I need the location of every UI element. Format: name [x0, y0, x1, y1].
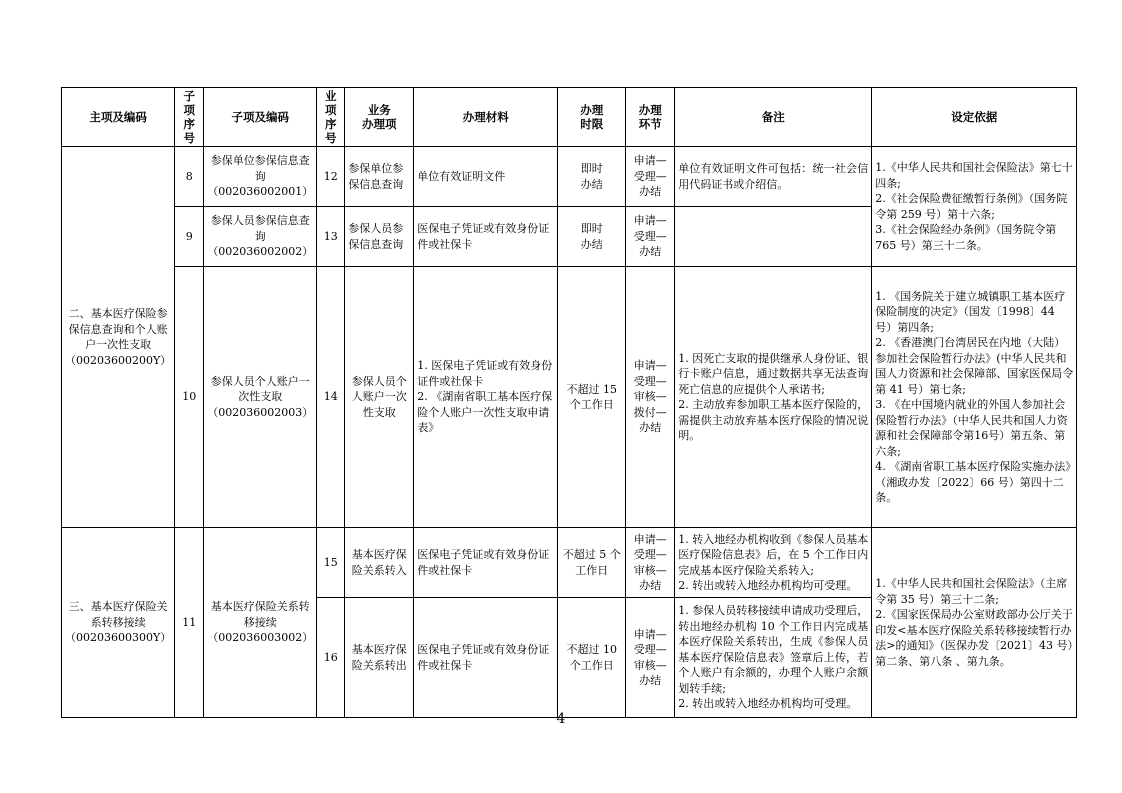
- page-number: 4: [556, 711, 566, 727]
- header-sub-no: 子项 序号: [175, 88, 204, 147]
- notes-cell: 1. 参保人员转移接续申请成功受理后，转出地经办机构 10 个工作日内完成基本医疗保险关系转出，生成《参保人员基本医疗保险信息表》签章后上传，若个人账户有余额的，办理个人账户余额划转手续; 2. 转出或转入地经办机构均可受理。: [675, 598, 872, 718]
- stages-cell: 申请— 受理— 审核— 拨付— 办结: [626, 267, 675, 528]
- time-limit-cell: 即时 办结: [558, 207, 626, 267]
- header-materials: 办理材料: [414, 88, 558, 147]
- header-row: [62, 88, 1077, 147]
- biz-no-cell: 12: [317, 147, 345, 207]
- main-item-cell: 三、基本医疗保险关系转移接续 （00203600300Y）: [62, 528, 175, 718]
- sub-item-cell: 基本医疗保险关系转移接续 （002036003002）: [204, 528, 317, 718]
- biz-no-cell: 15: [317, 528, 345, 598]
- biz-item-cell: 参保人员个人账户一次性支取: [345, 267, 414, 528]
- notes-cell: [675, 207, 872, 267]
- basis-cell: 1.《中华人民共和国社会保险法》（主席令第 35 号）第三十二条; 2.《国家医保局办公室财政部办公厅关于印发<基本医疗保险关系转移接续暂行办法>的通知》（医保办发〔2021〕43 号）第二条、第八条 、第九条。: [872, 528, 1077, 718]
- header-time-limit: 办理 时限: [558, 88, 626, 147]
- stages-cell: 申请— 受理— 审核— 办结: [626, 528, 675, 598]
- notes-cell: 1. 因死亡支取的提供继承人身份证、银行卡账户信息，通过数据共享无法查询死亡信息的应提供个人承诺书; 2. 主动放弃参加职工基本医疗保险的，需提供主动放弃基本医疗保险的情况说明。: [675, 267, 872, 528]
- header-biz-no: 业项 序号: [317, 88, 345, 147]
- header-biz-item: 业务 办理项: [345, 88, 414, 147]
- main-item-cell: 二、基本医疗保险参保信息查询和个人账户一次性支取 （00203600200Y）: [62, 147, 175, 528]
- sub-item-cell: 参保单位参保信息查询 （002036002001）: [204, 147, 317, 207]
- sub-item-cell: 参保人员参保信息查询 （002036002002）: [204, 207, 317, 267]
- table-row: [62, 147, 1077, 207]
- header-notes: 备注: [675, 88, 872, 147]
- materials-cell: 医保电子凭证或有效身份证件或社保卡: [414, 598, 558, 718]
- biz-no-cell: 16: [317, 598, 345, 718]
- sub-no-cell: 8: [175, 147, 204, 207]
- biz-item-cell: 参保单位参保信息查询: [345, 147, 414, 207]
- biz-no-cell: 13: [317, 207, 345, 267]
- stages-cell: 申请— 受理— 办结: [626, 207, 675, 267]
- biz-no-cell: 14: [317, 267, 345, 528]
- time-limit-cell: 不超过 15个工作日: [558, 267, 626, 528]
- header-basis: 设定依据: [872, 88, 1077, 147]
- table-row: [62, 267, 1077, 528]
- biz-item-cell: 基本医疗保险关系转入: [345, 528, 414, 598]
- stages-cell: 申请— 受理— 办结: [626, 147, 675, 207]
- stages-cell: 申请— 受理— 审核— 办结: [626, 598, 675, 718]
- time-limit-cell: 不超过 10个工作日: [558, 598, 626, 718]
- service-items-table: [61, 87, 1077, 718]
- materials-cell: 医保电子凭证或有效身份证件或社保卡: [414, 207, 558, 267]
- time-limit-cell: 不超过 5 个工作日: [558, 528, 626, 598]
- basis-cell: 1.《中华人民共和国社会保险法》第七十四条; 2.《社会保险费征缴暂行条例》（国务院令第 259 号）第十六条; 3.《社会保险经办条例》（国务院令第765 号）第三十二条。: [872, 147, 1077, 267]
- notes-cell: 1. 转入地经办机构收到《参保人员基本医疗保险信息表》后，在 5 个工作日内完成基本医疗保险关系转入; 2. 转出或转入地经办机构均可受理。: [675, 528, 872, 598]
- materials-cell: 单位有效证明文件: [414, 147, 558, 207]
- biz-item-cell: 参保人员参保信息查询: [345, 207, 414, 267]
- sub-no-cell: 9: [175, 207, 204, 267]
- sub-no-cell: 10: [175, 267, 204, 528]
- time-limit-cell: 即时 办结: [558, 147, 626, 207]
- materials-cell: 医保电子凭证或有效身份证件或社保卡: [414, 528, 558, 598]
- basis-cell: 1. 《国务院关于建立城镇职工基本医疗保险制度的决定》（国发〔1998〕44 号）第四条; 2. 《香港澳门台湾居民在内地（大陆）参加社会保险暂行办法》(中华人民共和国人力资源和社会保障部、国家医保局令第 41 号）第七条; 3. 《在中国境内就业的外国人参加社会保险暂行办法》（中华人民共和国人力资源和社会保障部令第16号）第五条、第六条; 4. 《湖南省职工基本医疗保险实施办法》（湘政办发〔2022〕66 号）第四十二条。: [872, 267, 1077, 528]
- biz-item-cell: 基本医疗保险关系转出: [345, 598, 414, 718]
- notes-cell: 单位有效证明文件可包括：统一社会信用代码证书或介绍信。: [675, 147, 872, 207]
- table-row: [62, 528, 1077, 598]
- sub-no-cell: 11: [175, 528, 204, 718]
- materials-cell: 1. 医保电子凭证或有效身份证件或社保卡 2. 《湖南省职工基本医疗保险个人账户一次性支取申请表》: [414, 267, 558, 528]
- header-sub-item: 子项及编码: [204, 88, 317, 147]
- sub-item-cell: 参保人员个人账户一次性支取 （002036002003）: [204, 267, 317, 528]
- header-main-item: 主项及编码: [62, 88, 175, 147]
- header-stages: 办理 环节: [626, 88, 675, 147]
